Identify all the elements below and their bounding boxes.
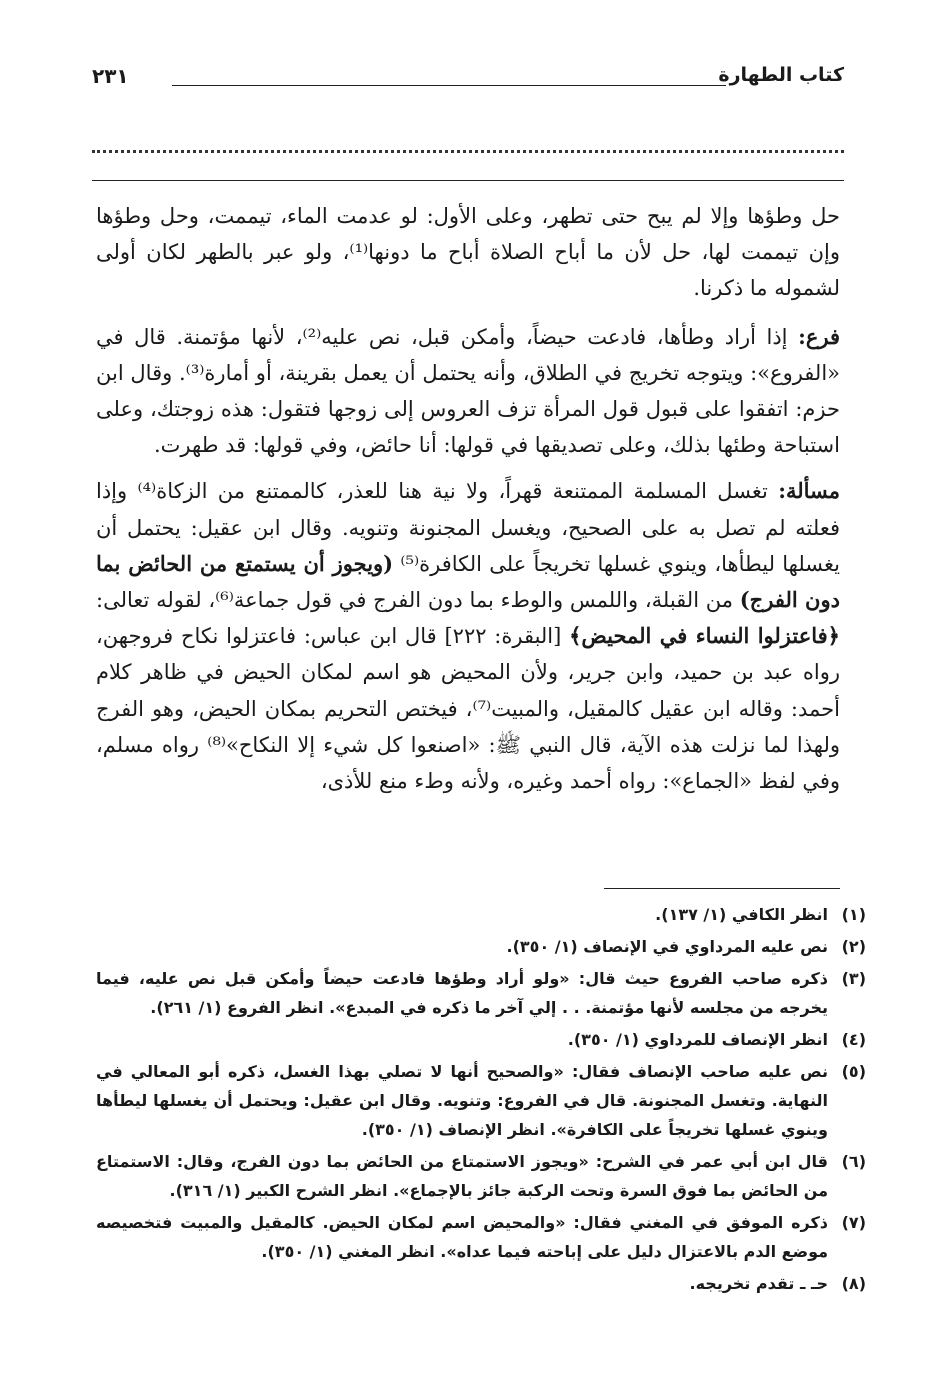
page-number: ٢٣١ <box>92 64 129 88</box>
footnote-number: (٥) <box>841 1062 866 1081</box>
footnote-text: نص عليه صاحب الإنصاف فقال: «والصحيح أنها لا تصلي بهذا الغسل، ذكره أبو المعالي في النهاية. وتغسل المجنونة. قال في الفروع: وتنويه. وقال ابن عقيل: ويحتمل أن يغسلها ليطأها وينوي غسلها تخريجاً على الكافرة». انظر الإنصاف (١/ ٣٥٠). <box>96 1062 828 1139</box>
footnote-item <box>96 1057 866 1144</box>
footnote-rule <box>604 888 840 889</box>
footnote-item <box>96 1208 866 1266</box>
footnote-number: (١) <box>841 905 866 924</box>
header-rule <box>172 85 726 86</box>
paragraph-3-lead: مسألة: <box>778 478 840 504</box>
paragraph-3-text-c: [البقرة: ٢٢٢] قال ابن عباس: فاعتزلوا نكاح فروجهن، رواه عبد بن حميد، وابن جرير، ولأن المحيض هو اسم لمكان الحيض في ظاهر كلام أحمد: وقاله ابن عقيل كالمقيل، والمبيت⁽⁷⁾، فيختص التحريم بمكان الحيض، وهو الفرج ولهذا لما نزلت هذه الآية، قال النبي ﷺ: «اصنعوا كل شيء إلا النكاح»⁽⁸⁾ رواه مسلم، وفي لفظ «الجماع»: رواه أحمد وغيره، ولأنه وطء منع للأذى، <box>96 624 840 794</box>
footnote-text: انظر الكافي (١/ ١٣٧). <box>655 905 828 924</box>
paragraph-2-text: إذا أراد وطأها، فادعت حيضاً، وأمكن قبل، نص عليه⁽²⁾، لأنها مؤتمنة. قال في «الفروع»: ويتوجه تخريج في الطلاق، وأنه يحتمل أن يعمل بقرينة، أو أمارة⁽³⁾. وقال ابن حزم: اتفقوا على قبول قول المرأة تزف العروس إلى زوجها فتقول: هذه زوجتك، وعلى استباحة وطئها بذلك، وعلى تصديقها في قولها: أنا حائض، وفي قولها: قد طهرت. <box>96 324 840 458</box>
paragraph-3-text-b: من القبلة، واللمس والوطء بما دون الفرج في قول جماعة⁽⁶⁾، لقوله تعالى: <box>96 588 740 613</box>
running-header <box>92 62 844 96</box>
footnote-text: انظر الإنصاف للمرداوي (١/ ٣٥٠). <box>567 1030 828 1049</box>
paragraph-3-bold-2: ﴿فاعتزلوا النساء في المحيض﴾ <box>569 623 840 649</box>
footnote-text: ذكره صاحب الفروع حيث قال: «ولو أراد وطؤها فادعت حيضاً وأمكن قبل نص عليه، فيما يخرجه من مجلسه لأنها مؤتمنة. . . إلي آخر ما ذكره في المبدع». انظر الفروع (١/ ٢٦١). <box>96 969 828 1017</box>
paragraph-1: حل وطؤها وإلا لم يبح حتى تطهر، وعلى الأول: لو عدمت الماء، تيممت، وحل وطؤها وإن تيممت لها، حل لأن ما أباح الصلاة أباح ما دونها⁽¹⁾، ولو عبر بالطهر لكان أولى لشموله ما ذكرنا. <box>96 204 841 301</box>
chapter-title: كتاب الطهارة <box>718 64 844 86</box>
footnote-text: ذكره الموفق في المغني فقال: «والمحيض اسم لمكان الحيض. كالمقيل والمبيت فتخصيصه موضع الدم بالاعتزال دليل على إباحته فيما عداه». انظر المغني (١/ ٣٥٠). <box>96 1213 828 1261</box>
footnote-text: نص عليه المرداوي في الإنصاف (١/ ٣٥٠). <box>506 937 828 956</box>
footnote-number: (٣) <box>841 969 866 988</box>
footnote-number: (٧) <box>841 1213 866 1232</box>
footnote-number: (٦) <box>841 1152 866 1171</box>
footnote-number: (٤) <box>841 1030 866 1049</box>
footnote-number: (٢) <box>841 937 866 956</box>
footnotes <box>96 900 866 1301</box>
paragraph-3 <box>96 473 840 799</box>
footnote-number: (٨) <box>841 1274 866 1293</box>
footnote-item <box>96 1025 866 1054</box>
footnote-text: قال ابن أبي عمر في الشرح: «ويجوز الاستمتاع من الحائض بما دون الفرج، وقال: الاستمتاع من الحائض بما فوق السرة وتحت الركبة جائز بالإجماع». انظر الشرح الكبير (١/ ٣١٦). <box>96 1152 828 1200</box>
footnote-item <box>96 964 866 1022</box>
footnote-item <box>96 932 866 961</box>
paragraph-2 <box>96 319 840 464</box>
footnote-item <box>96 900 866 929</box>
footnote-text: حـ ـ تقدم تخريجه. <box>689 1274 828 1293</box>
footnote-item <box>96 1147 866 1205</box>
footnote-item <box>96 1269 866 1298</box>
paragraph-3-text-a: تغسل المسلمة الممتنعة قهراً، ولا نية هنا للعذر، كالممتنع من الزكاة⁽⁴⁾ وإذا فعلته لم تصل به على الصحيح، ويغسل المجنونة وتنويه. وقال ابن عقيل: يحتمل أن يغسلها ليطأها، وينوي غسلها تخريجاً على الكافرة⁽⁵⁾ <box>96 479 840 576</box>
paragraph-3-bold-1: (ويجوز أن يستمتع من الحائض بما دون الفرج) <box>96 550 840 613</box>
top-rule <box>92 180 844 181</box>
main-text <box>96 198 840 799</box>
paragraph-2-lead: فرع: <box>798 323 840 349</box>
dotted-separator <box>92 136 844 153</box>
